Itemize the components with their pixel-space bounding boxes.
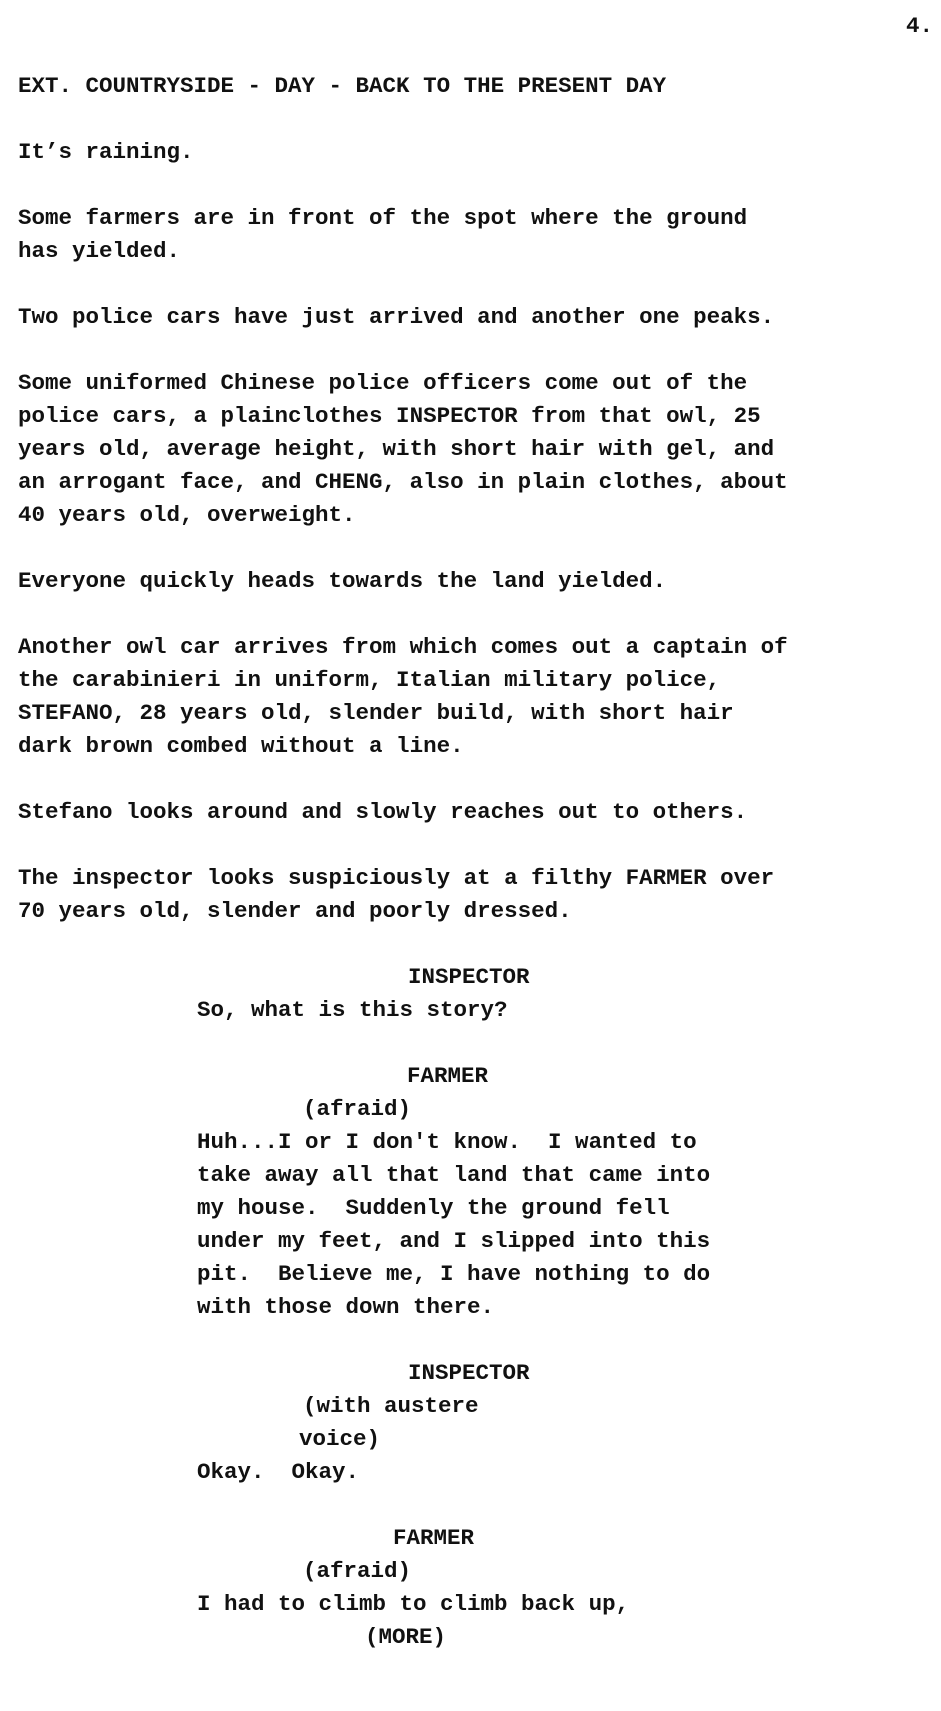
action-paragraph bbox=[18, 367, 918, 532]
action-line: police cars, a plainclothes INSPECTOR from that owl, 25 bbox=[18, 403, 761, 429]
action-line: 70 years old, slender and poorly dressed. bbox=[18, 898, 572, 924]
parenthetical: (afraid) bbox=[303, 1096, 412, 1122]
action-paragraph bbox=[18, 631, 918, 763]
scene-heading: EXT. COUNTRYSIDE - DAY - BACK TO THE PRESENT DAY bbox=[18, 73, 667, 99]
action-line: Stefano looks around and slowly reaches out to others. bbox=[18, 799, 748, 825]
dialogue-block bbox=[18, 1522, 918, 1654]
dialogue-line: pit. Believe me, I have nothing to do bbox=[197, 1261, 711, 1287]
action-line: 40 years old, overweight. bbox=[18, 502, 356, 528]
action-paragraph bbox=[18, 862, 918, 928]
dialogue-line: So, what is this story? bbox=[197, 997, 508, 1023]
dialogue-line: I had to climb to climb back up, bbox=[197, 1591, 630, 1617]
action-line: Some uniformed Chinese police officers come out of the bbox=[18, 370, 748, 396]
action-line: years old, average height, with short hair with gel, and bbox=[18, 436, 775, 462]
dialogue-block bbox=[18, 961, 918, 1027]
action-line: The inspector looks suspiciously at a filthy FARMER over bbox=[18, 865, 775, 891]
more-indicator: (MORE) bbox=[365, 1624, 447, 1650]
action-line: Another owl car arrives from which comes out a captain of bbox=[18, 634, 788, 660]
action-line: Some farmers are in front of the spot where the ground bbox=[18, 205, 748, 231]
dialogue-line: under my feet, and I slipped into this bbox=[197, 1228, 711, 1254]
action-line: It’s raining. bbox=[18, 139, 194, 165]
character-name: FARMER bbox=[393, 1525, 475, 1551]
character-name: INSPECTOR bbox=[408, 964, 530, 990]
character-name: FARMER bbox=[407, 1063, 489, 1089]
action-paragraph bbox=[18, 136, 918, 169]
dialogue-line: Okay. Okay. bbox=[197, 1459, 360, 1485]
action-paragraph bbox=[18, 565, 918, 598]
action-paragraph bbox=[18, 796, 918, 829]
page-number: 4. bbox=[905, 13, 933, 39]
action-line: the carabinieri in uniform, Italian military police, bbox=[18, 667, 721, 693]
character-name: INSPECTOR bbox=[408, 1360, 530, 1386]
parenthetical: (afraid) bbox=[303, 1558, 412, 1584]
action-line: Two police cars have just arrived and another one peaks. bbox=[18, 304, 775, 330]
action-line: dark brown combed without a line. bbox=[18, 733, 464, 759]
action-line: STEFANO, 28 years old, slender build, with short hair bbox=[18, 700, 734, 726]
dialogue-line: Huh...I or I don't know. I wanted to bbox=[197, 1129, 697, 1155]
action-line: has yielded. bbox=[18, 238, 181, 264]
parenthetical: voice) bbox=[299, 1426, 381, 1452]
action-paragraph bbox=[18, 301, 918, 334]
dialogue-line: take away all that land that came into bbox=[197, 1162, 711, 1188]
action-line: Everyone quickly heads towards the land yielded. bbox=[18, 568, 667, 594]
script-body bbox=[18, 70, 918, 1654]
action-paragraph bbox=[18, 202, 918, 268]
dialogue-block bbox=[18, 1060, 918, 1324]
dialogue-line: my house. Suddenly the ground fell bbox=[197, 1195, 670, 1221]
dialogue-line: with those down there. bbox=[197, 1294, 495, 1320]
parenthetical: (with austere bbox=[303, 1393, 479, 1419]
action-line: an arrogant face, and CHENG, also in plain clothes, about bbox=[18, 469, 788, 495]
dialogue-block bbox=[18, 1357, 918, 1489]
